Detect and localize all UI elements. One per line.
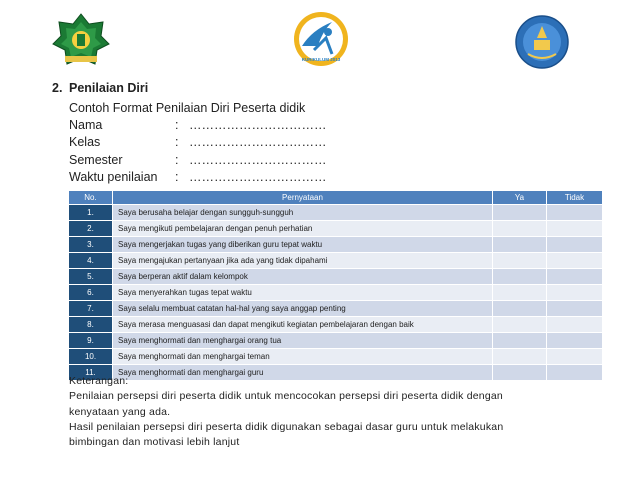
notes-label: Keterangan: — [69, 375, 129, 387]
field-value: …………………………… — [189, 135, 327, 150]
table-row — [69, 205, 603, 221]
info-block — [69, 100, 327, 186]
self-assessment-table — [68, 190, 603, 381]
answer-no-cell[interactable] — [547, 365, 603, 381]
answer-yes-cell[interactable] — [493, 269, 547, 285]
answer-no-cell[interactable] — [547, 269, 603, 285]
field-colon: : — [175, 152, 179, 167]
row-number: 2. — [69, 221, 113, 237]
header-yes: Ya — [493, 191, 547, 205]
answer-no-cell[interactable] — [547, 237, 603, 253]
answer-no-cell[interactable] — [547, 253, 603, 269]
kemenag-emblem-icon — [51, 12, 111, 68]
row-statement: Saya selalu membuat catatan hal-hal yang saya anggap penting — [113, 301, 493, 317]
field-value: …………………………… — [189, 152, 327, 167]
answer-yes-cell[interactable] — [493, 317, 547, 333]
answer-yes-cell[interactable] — [493, 349, 547, 365]
field-row — [69, 134, 327, 151]
notes-line: bimbingan dan motivasi lebih lanjut — [69, 436, 240, 449]
field-label: Nama — [69, 118, 103, 133]
answer-no-cell[interactable] — [547, 205, 603, 221]
row-statement: Saya menyerahkan tugas tepat waktu — [113, 285, 493, 301]
logo-caption: KURIKULUM 2013 — [301, 57, 341, 62]
field-value: …………………………… — [189, 169, 327, 184]
row-number: 9. — [69, 333, 113, 349]
field-label: Waktu penilaian — [69, 169, 158, 184]
row-number: 6. — [69, 285, 113, 301]
row-statement: Saya merasa menguasasi dan dapat mengikuti kegiatan pembelajaran dengan baik — [113, 317, 493, 333]
row-number: 4. — [69, 253, 113, 269]
row-statement: Saya mengajukan pertanyaan jika ada yang tidak dipahami — [113, 253, 493, 269]
answer-yes-cell[interactable] — [493, 205, 547, 221]
row-statement: Saya berperan aktif dalam kelompok — [113, 269, 493, 285]
row-statement: Saya berusaha belajar dengan sungguh-sungguh — [113, 205, 493, 221]
notes-line: kenyataan yang ada. — [69, 405, 171, 418]
table-row — [69, 221, 603, 237]
table-row — [69, 237, 603, 253]
table-row — [69, 333, 603, 349]
row-statement: Saya menghormati dan menghargai orang tua — [113, 333, 493, 349]
row-number: 8. — [69, 317, 113, 333]
section-title: Penilaian Diri — [69, 81, 149, 95]
field-colon: : — [175, 135, 179, 150]
kemdikbud-emblem-icon — [514, 14, 570, 70]
row-number: 7. — [69, 301, 113, 317]
section-number: 2. — [52, 81, 63, 95]
table-row — [69, 285, 603, 301]
notes-block — [69, 374, 503, 450]
answer-no-cell[interactable] — [547, 285, 603, 301]
field-row — [69, 117, 327, 134]
field-row — [69, 169, 327, 186]
row-number: 10. — [69, 349, 113, 365]
answer-no-cell[interactable] — [547, 221, 603, 237]
answer-no-cell[interactable] — [547, 317, 603, 333]
notes-line: Penilaian persepsi diri peserta didik untuk mencocokan persepsi diri peserta didik dengan — [69, 390, 503, 403]
row-statement: Saya mengerjakan tugas yang diberikan guru tepat waktu — [113, 237, 493, 253]
answer-yes-cell[interactable] — [493, 237, 547, 253]
row-number: 11. — [69, 365, 113, 381]
row-statement: Saya mengikuti pembelajaran dengan penuh perhatian — [113, 221, 493, 237]
field-label: Kelas — [69, 135, 101, 150]
tut-wuri-handayani-icon — [292, 10, 350, 68]
header-no-answer: Tidak — [547, 191, 603, 205]
row-number: 3. — [69, 237, 113, 253]
table-header-row — [69, 191, 603, 205]
table-row — [69, 301, 603, 317]
row-number: 5. — [69, 269, 113, 285]
table-row — [69, 317, 603, 333]
header-statement: Pernyataan — [113, 191, 493, 205]
answer-yes-cell[interactable] — [493, 253, 547, 269]
answer-yes-cell[interactable] — [493, 285, 547, 301]
field-colon: : — [175, 169, 179, 184]
header-no: No. — [69, 191, 113, 205]
row-statement: Saya menghormati dan menghargai guru — [113, 365, 493, 381]
subtitle: Contoh Format Penilaian Diri Peserta didik — [69, 101, 306, 115]
answer-no-cell[interactable] — [547, 301, 603, 317]
answer-no-cell[interactable] — [547, 333, 603, 349]
notes-line: Hasil penilaian persepsi diri peserta didik digunakan sebagai dasar guru untuk melakukan — [69, 420, 504, 433]
row-number: 1. — [69, 205, 113, 221]
table-row — [69, 349, 603, 365]
field-label: Semester — [69, 152, 123, 167]
table-row — [69, 269, 603, 285]
answer-yes-cell[interactable] — [493, 301, 547, 317]
field-colon: : — [175, 118, 179, 133]
row-statement: Saya menghormati dan menghargai teman — [113, 349, 493, 365]
field-row — [69, 152, 327, 169]
answer-yes-cell[interactable] — [493, 333, 547, 349]
section-heading — [52, 80, 612, 97]
table-row — [69, 253, 603, 269]
field-value: …………………………… — [189, 118, 327, 133]
answer-no-cell[interactable] — [547, 349, 603, 365]
answer-yes-cell[interactable] — [493, 221, 547, 237]
